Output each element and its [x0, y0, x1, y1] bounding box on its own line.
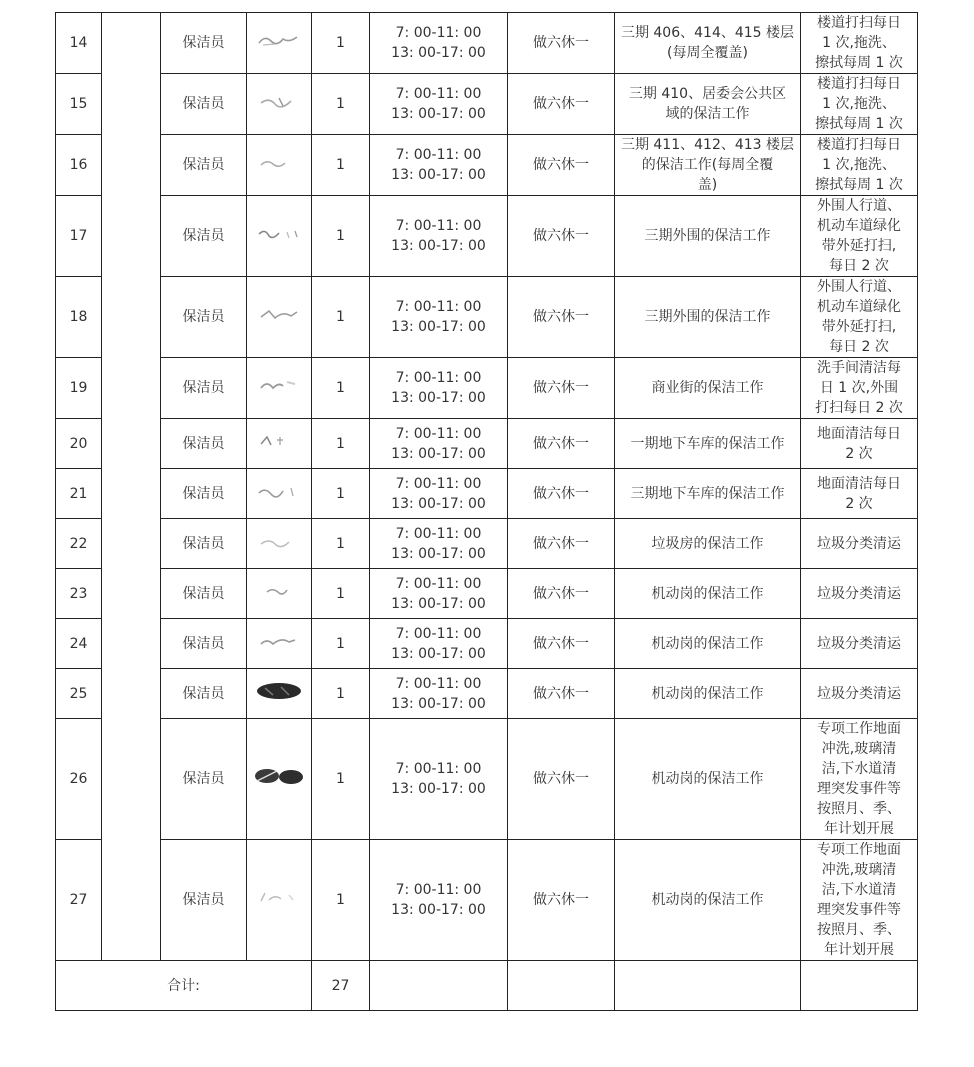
- work-area-cell: 一期地下车库的保洁工作: [615, 419, 801, 469]
- signature-cell: [247, 13, 312, 74]
- signature-cell: [247, 196, 312, 277]
- redacted-signature-icon: [253, 432, 305, 448]
- position-cell: 保洁员: [161, 277, 247, 358]
- row-number: 15: [56, 74, 102, 135]
- work-area-cell: 三期 410、居委会公共区 域的保洁工作: [615, 74, 801, 135]
- signature-cell: [247, 669, 312, 719]
- table-row: [56, 469, 918, 519]
- position-cell: 保洁员: [161, 358, 247, 419]
- headcount-cell: 1: [312, 719, 370, 840]
- headcount-cell: 1: [312, 619, 370, 669]
- rest-schedule-cell: 做六休一: [508, 840, 615, 961]
- work-area-cell: 三期外围的保洁工作: [615, 277, 801, 358]
- row-number: 24: [56, 619, 102, 669]
- rest-schedule-cell: 做六休一: [508, 519, 615, 569]
- redacted-signature-icon: [253, 767, 305, 783]
- work-area-cell: 三期外围的保洁工作: [615, 196, 801, 277]
- work-area-cell: 三期 406、414、415 楼层 (每周全覆盖): [615, 13, 801, 74]
- row-number: 25: [56, 669, 102, 719]
- work-area-cell: 三期地下车库的保洁工作: [615, 469, 801, 519]
- row-number: 26: [56, 719, 102, 840]
- work-area-cell: 垃圾房的保洁工作: [615, 519, 801, 569]
- signature-cell: [247, 74, 312, 135]
- working-hours-cell: 7: 00-11: 00 13: 00-17: 00: [370, 196, 508, 277]
- headcount-cell: 1: [312, 569, 370, 619]
- table-row: [56, 196, 918, 277]
- table-row: [56, 277, 918, 358]
- empty-cell: [801, 961, 918, 1011]
- signature-cell: [247, 469, 312, 519]
- work-area-cell: 机动岗的保洁工作: [615, 719, 801, 840]
- position-cell: 保洁员: [161, 719, 247, 840]
- table-row: [56, 519, 918, 569]
- cleaning-frequency-cell: 地面清洁每日 2 次: [801, 419, 918, 469]
- redacted-signature-icon: [253, 376, 305, 392]
- merged-department-cell: [102, 13, 161, 961]
- table-row: [56, 135, 918, 196]
- position-cell: 保洁员: [161, 519, 247, 569]
- working-hours-cell: 7: 00-11: 00 13: 00-17: 00: [370, 719, 508, 840]
- headcount-cell: 1: [312, 419, 370, 469]
- working-hours-cell: 7: 00-11: 00 13: 00-17: 00: [370, 419, 508, 469]
- total-label: 合计:: [56, 961, 312, 1011]
- working-hours-cell: 7: 00-11: 00 13: 00-17: 00: [370, 619, 508, 669]
- cleaning-frequency-cell: 洗手间清洁每 日 1 次,外围 打扫每日 2 次: [801, 358, 918, 419]
- row-number: 27: [56, 840, 102, 961]
- row-number: 20: [56, 419, 102, 469]
- headcount-cell: 1: [312, 358, 370, 419]
- position-cell: 保洁员: [161, 840, 247, 961]
- rest-schedule-cell: 做六休一: [508, 74, 615, 135]
- position-cell: 保洁员: [161, 135, 247, 196]
- table-row: [56, 358, 918, 419]
- row-number: 22: [56, 519, 102, 569]
- headcount-cell: 1: [312, 13, 370, 74]
- cleaning-frequency-cell: 楼道打扫每日 1 次,拖洗、 擦拭每周 1 次: [801, 13, 918, 74]
- work-area-cell: 商业街的保洁工作: [615, 358, 801, 419]
- signature-cell: [247, 277, 312, 358]
- table-row: [56, 619, 918, 669]
- row-number: 16: [56, 135, 102, 196]
- signature-cell: [247, 419, 312, 469]
- redacted-signature-icon: [253, 532, 305, 548]
- cleaning-frequency-cell: 垃圾分类清运: [801, 519, 918, 569]
- signature-cell: [247, 569, 312, 619]
- redacted-signature-icon: [253, 482, 305, 498]
- signature-cell: [247, 519, 312, 569]
- rest-schedule-cell: 做六休一: [508, 419, 615, 469]
- redacted-signature-icon: [253, 682, 305, 698]
- position-cell: 保洁员: [161, 419, 247, 469]
- redacted-signature-icon: [253, 224, 305, 240]
- working-hours-cell: 7: 00-11: 00 13: 00-17: 00: [370, 135, 508, 196]
- redacted-signature-icon: [253, 305, 305, 321]
- empty-cell: [508, 961, 615, 1011]
- headcount-cell: 1: [312, 669, 370, 719]
- cleaning-frequency-cell: 地面清洁每日 2 次: [801, 469, 918, 519]
- rest-schedule-cell: 做六休一: [508, 13, 615, 74]
- headcount-cell: 1: [312, 840, 370, 961]
- headcount-cell: 1: [312, 469, 370, 519]
- signature-cell: [247, 619, 312, 669]
- working-hours-cell: 7: 00-11: 00 13: 00-17: 00: [370, 74, 508, 135]
- position-cell: 保洁员: [161, 669, 247, 719]
- working-hours-cell: 7: 00-11: 00 13: 00-17: 00: [370, 569, 508, 619]
- redacted-signature-icon: [253, 31, 305, 47]
- headcount-cell: 1: [312, 277, 370, 358]
- table-row: [56, 669, 918, 719]
- signature-cell: [247, 719, 312, 840]
- rest-schedule-cell: 做六休一: [508, 358, 615, 419]
- cleaning-frequency-cell: 楼道打扫每日 1 次,拖洗、 擦拭每周 1 次: [801, 135, 918, 196]
- working-hours-cell: 7: 00-11: 00 13: 00-17: 00: [370, 840, 508, 961]
- empty-cell: [615, 961, 801, 1011]
- signature-cell: [247, 358, 312, 419]
- cleaning-frequency-cell: 垃圾分类清运: [801, 669, 918, 719]
- work-area-cell: 机动岗的保洁工作: [615, 569, 801, 619]
- table-row: [56, 719, 918, 840]
- redacted-signature-icon: [253, 92, 305, 108]
- rest-schedule-cell: 做六休一: [508, 135, 615, 196]
- headcount-cell: 1: [312, 196, 370, 277]
- position-cell: 保洁员: [161, 469, 247, 519]
- rest-schedule-cell: 做六休一: [508, 469, 615, 519]
- position-cell: 保洁员: [161, 569, 247, 619]
- row-number: 17: [56, 196, 102, 277]
- headcount-cell: 1: [312, 519, 370, 569]
- table-row: [56, 569, 918, 619]
- empty-cell: [370, 961, 508, 1011]
- staff-schedule-table: [55, 12, 918, 1011]
- table-row: [56, 419, 918, 469]
- redacted-signature-icon: [253, 888, 305, 904]
- cleaning-frequency-cell: 楼道打扫每日 1 次,拖洗、 擦拭每周 1 次: [801, 74, 918, 135]
- rest-schedule-cell: 做六休一: [508, 196, 615, 277]
- redacted-signature-icon: [253, 632, 305, 648]
- rest-schedule-cell: 做六休一: [508, 569, 615, 619]
- headcount-cell: 1: [312, 74, 370, 135]
- position-cell: 保洁员: [161, 196, 247, 277]
- total-headcount: 27: [312, 961, 370, 1011]
- working-hours-cell: 7: 00-11: 00 13: 00-17: 00: [370, 358, 508, 419]
- rest-schedule-cell: 做六休一: [508, 619, 615, 669]
- cleaning-frequency-cell: 垃圾分类清运: [801, 569, 918, 619]
- row-number: 21: [56, 469, 102, 519]
- position-cell: 保洁员: [161, 13, 247, 74]
- cleaning-frequency-cell: 外围人行道、 机动车道绿化 带外延打扫, 每日 2 次: [801, 277, 918, 358]
- signature-cell: [247, 135, 312, 196]
- working-hours-cell: 7: 00-11: 00 13: 00-17: 00: [370, 13, 508, 74]
- work-area-cell: 机动岗的保洁工作: [615, 669, 801, 719]
- work-area-cell: 机动岗的保洁工作: [615, 840, 801, 961]
- rest-schedule-cell: 做六休一: [508, 669, 615, 719]
- cleaning-frequency-cell: 垃圾分类清运: [801, 619, 918, 669]
- rest-schedule-cell: 做六休一: [508, 277, 615, 358]
- table-row: [56, 840, 918, 961]
- row-number: 14: [56, 13, 102, 74]
- total-row: [56, 961, 918, 1011]
- redacted-signature-icon: [253, 582, 305, 598]
- working-hours-cell: 7: 00-11: 00 13: 00-17: 00: [370, 277, 508, 358]
- position-cell: 保洁员: [161, 74, 247, 135]
- row-number: 18: [56, 277, 102, 358]
- working-hours-cell: 7: 00-11: 00 13: 00-17: 00: [370, 669, 508, 719]
- cleaning-frequency-cell: 专项工作地面 冲洗,玻璃清 洁,下水道清 理突发事件等 按照月、季、 年计划开展: [801, 840, 918, 961]
- position-cell: 保洁员: [161, 619, 247, 669]
- working-hours-cell: 7: 00-11: 00 13: 00-17: 00: [370, 519, 508, 569]
- work-area-cell: 机动岗的保洁工作: [615, 619, 801, 669]
- row-number: 19: [56, 358, 102, 419]
- signature-cell: [247, 840, 312, 961]
- redacted-signature-icon: [253, 153, 305, 169]
- working-hours-cell: 7: 00-11: 00 13: 00-17: 00: [370, 469, 508, 519]
- cleaning-frequency-cell: 外围人行道、 机动车道绿化 带外延打扫, 每日 2 次: [801, 196, 918, 277]
- cleaning-frequency-cell: 专项工作地面 冲洗,玻璃清 洁,下水道清 理突发事件等 按照月、季、 年计划开展: [801, 719, 918, 840]
- work-area-cell: 三期 411、412、413 楼层 的保洁工作(每周全覆 盖): [615, 135, 801, 196]
- row-number: 23: [56, 569, 102, 619]
- table-row: [56, 13, 918, 74]
- table-row: [56, 74, 918, 135]
- rest-schedule-cell: 做六休一: [508, 719, 615, 840]
- headcount-cell: 1: [312, 135, 370, 196]
